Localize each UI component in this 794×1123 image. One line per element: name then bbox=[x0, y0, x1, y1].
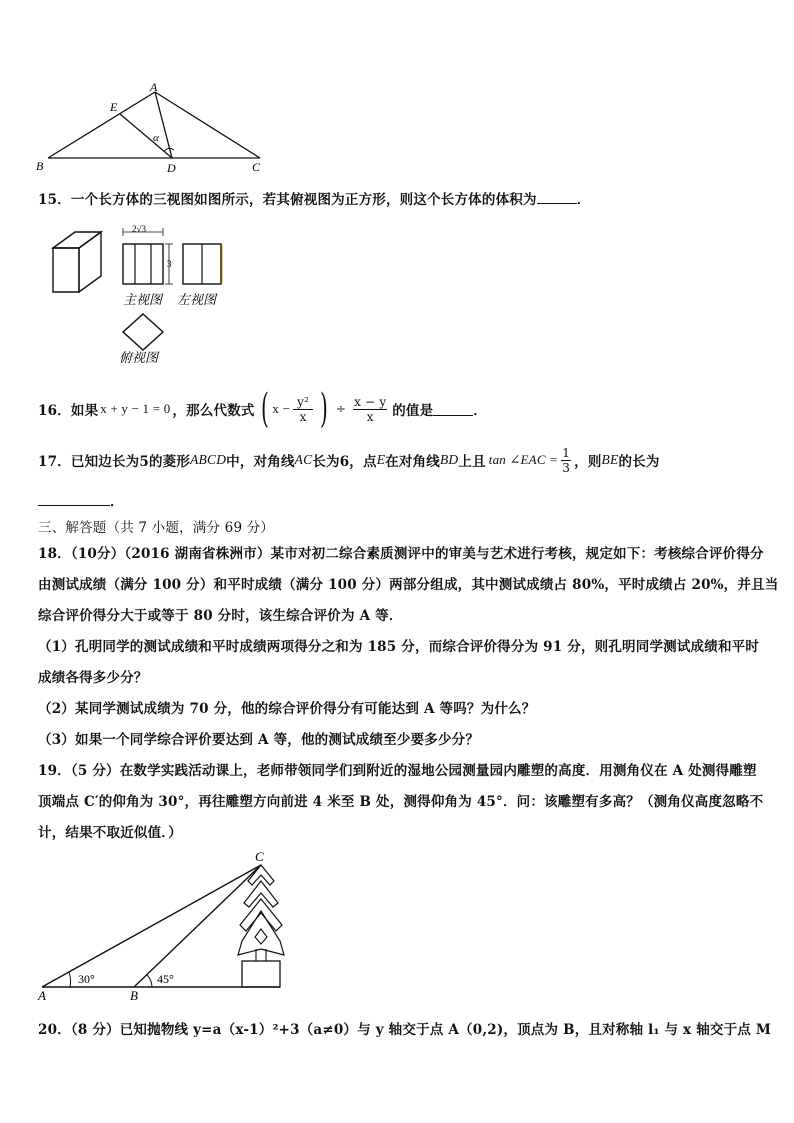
label-d: D bbox=[167, 161, 176, 175]
width-label: 2√3 bbox=[132, 224, 146, 234]
q17-p3: 长为6，点 bbox=[312, 454, 377, 470]
q17-abcd: ABCD bbox=[190, 452, 227, 467]
q18-line-2: 由测试成绩（满分 100 分）和平时成绩（满分 100 分）两部分组成，其中测试成绩占 80%，平时成绩占 20%，并且当 bbox=[38, 577, 779, 593]
q18-line-3: 综合评价得分大于或等于 80 分时，该生综合评价为 A 等． bbox=[38, 608, 403, 624]
question-16-condition: x + y − 1 = 0 bbox=[100, 401, 171, 416]
q17-p5: 上且 bbox=[458, 454, 486, 470]
question-16-prefix: 16．如果 bbox=[38, 403, 99, 419]
label-alpha: α bbox=[153, 132, 159, 144]
q17-bd: BD bbox=[439, 452, 459, 467]
label-e: E bbox=[110, 100, 118, 114]
label-c-top: C bbox=[255, 849, 264, 864]
question-16-expression: ( x − y² x ) ÷ x − y x bbox=[260, 386, 387, 432]
q17-p1: 17．已知边长为5的菱形 bbox=[38, 454, 191, 470]
q17-frac-num: 1 bbox=[562, 445, 571, 460]
answer-blank-15 bbox=[537, 191, 577, 204]
q17-p2: 中，对角线 bbox=[226, 454, 295, 470]
label-c: C bbox=[252, 160, 261, 174]
top-view-label: 俯视图 bbox=[119, 350, 159, 365]
q17-tan: tan ∠EAC = bbox=[488, 452, 559, 467]
q19-line-1: 19．（5 分）在数学实践活动课上，老师带领同学们到附近的湿地公园测量园内雕塑的高度．用测角仪在 A 处测得雕塑 bbox=[38, 763, 757, 779]
division-sign: ÷ bbox=[335, 402, 347, 416]
q18-line-1: 18．（10分）（2016 湖南省株洲市）某市对初二综合素质测评中的审美与艺术进行考核，规定如下：考核综合评价得分 bbox=[38, 546, 764, 562]
height-label: 3 bbox=[167, 259, 172, 269]
label-a-ground: A bbox=[38, 988, 46, 1003]
q17-be: BE bbox=[601, 452, 619, 467]
q18-sub-3: （3）如果一个同学综合评价要达到 A 等，他的测试成绩至少要多少分？ bbox=[38, 732, 480, 748]
section-heading: 三、解答题（共 7 小题，满分 69 分） bbox=[38, 520, 275, 536]
question-17-answer-line bbox=[38, 490, 124, 510]
expr-x: x − bbox=[272, 401, 291, 416]
front-view-label: 主视图 bbox=[123, 292, 163, 307]
q17-frac-den: 3 bbox=[562, 460, 571, 475]
label-b: B bbox=[36, 159, 44, 173]
expr-numerator: y² bbox=[297, 394, 310, 409]
angle-30-label: 30° bbox=[78, 972, 95, 986]
answer-blank-17 bbox=[38, 493, 110, 506]
q18-sub-2: （2）某同学测试成绩为 70 分，他的综合评价得分有可能达到 A 等吗？为什么？ bbox=[38, 701, 536, 717]
q17-fraction bbox=[561, 446, 571, 475]
frac2-denominator: x bbox=[366, 409, 374, 424]
question-16 bbox=[38, 387, 487, 431]
q17-p4: 在对角线 bbox=[385, 454, 440, 470]
q19-line-3: 计，结果不取近似值．） bbox=[38, 825, 182, 841]
question-15-end: ． bbox=[576, 192, 591, 208]
q18-sub-1a: （1）孔明同学的测试成绩和平时成绩两项得分之和为 185 分，而综合评价得分为 91 分，则孔明同学测试成绩和平时 bbox=[38, 639, 760, 655]
angle-45-label: 45° bbox=[157, 972, 174, 986]
q17-p7: 的长为 bbox=[618, 454, 660, 470]
answer-blank-16 bbox=[433, 403, 473, 416]
q20-line-1: 20．（8 分）已知抛物线 y=a（x-1）²+3（a≠0）与 y 轴交于点 A（0,2)，顶点为 B，且对称轴 l₁ 与 x 轴交于点 M bbox=[38, 1022, 772, 1038]
label-a: A bbox=[150, 80, 158, 94]
question-15 bbox=[38, 188, 590, 208]
q19-line-2: 顶端点 C′的仰角为 30°，再往雕塑方向前进 4 米至 B 处，测得仰角为 45°．问：该雕塑有多高？（测角仪高度忽略不 bbox=[38, 794, 764, 810]
question-16-end: ． bbox=[473, 403, 487, 419]
left-view-label: 左视图 bbox=[177, 292, 217, 307]
three-views-figure bbox=[45, 220, 235, 368]
label-b-ground: B bbox=[130, 988, 138, 1003]
expr-denominator: x bbox=[299, 409, 307, 424]
q17-end: ． bbox=[110, 494, 124, 510]
q17-e: E bbox=[376, 452, 386, 467]
question-17 bbox=[38, 440, 660, 480]
frac2-numerator: x − y bbox=[354, 394, 387, 409]
question-15-text: 15．一个长方体的三视图如图所示，若其俯视图为正方形，则这个长方体的体积为 bbox=[38, 192, 537, 208]
triangle-figure bbox=[30, 80, 280, 180]
q17-p6: ，则 bbox=[574, 454, 602, 470]
q18-sub-1b: 成绩各得多少分？ bbox=[38, 670, 148, 686]
q17-ac: AC bbox=[294, 452, 313, 467]
question-16-suffix: 的值是 bbox=[392, 403, 434, 419]
sculpture-figure bbox=[30, 845, 310, 1005]
question-16-mid: ，那么代数式 bbox=[172, 403, 255, 419]
